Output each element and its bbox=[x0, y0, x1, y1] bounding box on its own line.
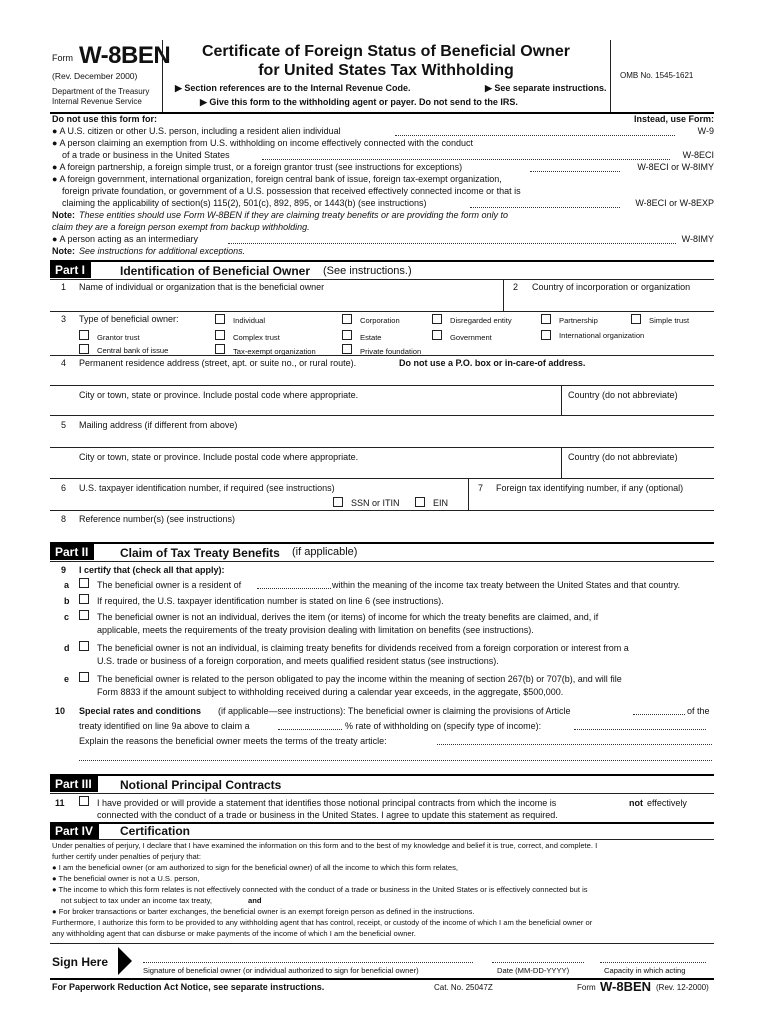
explain-reasons-input[interactable] bbox=[437, 744, 712, 745]
line9c-letter: c bbox=[64, 612, 70, 622]
type-central-bank: Central bank of issue bbox=[97, 346, 169, 355]
line9e-text1: The beneficial owner is related to the person obligated to pay the income within the meaning of section 267(b) or 707(b), and will file bbox=[97, 674, 622, 684]
type-complex-trust: Complex trust bbox=[233, 333, 280, 342]
checkbox-9b[interactable] bbox=[79, 594, 89, 604]
checkbox-11[interactable] bbox=[79, 796, 89, 806]
income-type-input[interactable] bbox=[574, 729, 706, 730]
type-disregarded-entity: Disregarded entity bbox=[450, 316, 512, 325]
city-label: City or town, state or province. Include postal code where appropriate. bbox=[79, 390, 359, 400]
line10-number: 10 bbox=[55, 706, 66, 716]
cert-para1-line2: further certify under penalties of perjury that: bbox=[52, 852, 201, 861]
country-label: Country (do not abbreviate) bbox=[568, 390, 678, 400]
instruction-line1: ▶ Section references are to the Internal Revenue Code. bbox=[175, 83, 411, 93]
line11-not: not bbox=[629, 798, 643, 808]
line11-text1-end: effectively bbox=[647, 798, 687, 808]
line11-text2: connected with the conduct of a trade or business in the United States. I agree to update this statement as required. bbox=[97, 810, 558, 820]
mailing-city-input[interactable] bbox=[78, 464, 558, 477]
note1-line1: These entities should use Form W-8BEN if they are claiming treaty benefits or are providing the form only to bbox=[79, 210, 509, 220]
cert-para2-line2: any withholding agent that can disburse or make payments of the income of which I am the beneficial owner. bbox=[52, 929, 416, 938]
do-not-use-heading: Do not use this form for: bbox=[52, 114, 157, 124]
intro-row-4: ● A foreign partnership, a foreign simple trust, or a foreign grantor trust (see instructions for exceptions) bbox=[52, 162, 463, 172]
line7-number: 7 bbox=[478, 483, 484, 493]
checkbox-individual[interactable] bbox=[215, 314, 225, 324]
line2-label: Country of incorporation or organization bbox=[532, 282, 691, 292]
checkbox-private-foundation[interactable] bbox=[342, 344, 352, 354]
line5-number: 5 bbox=[61, 420, 67, 430]
checkbox-government[interactable] bbox=[432, 330, 442, 340]
mailing-address-input[interactable] bbox=[78, 432, 712, 446]
checkbox-corporation[interactable] bbox=[342, 314, 352, 324]
capacity-field[interactable] bbox=[600, 962, 706, 963]
footer-revision: (Rev. 12-2000) bbox=[656, 983, 709, 992]
country2-label: Country (do not abbreviate) bbox=[568, 452, 678, 462]
line10-bold: Special rates and conditions bbox=[79, 706, 202, 716]
intro-row-1-form: W-9 bbox=[697, 126, 714, 136]
type-partnership: Partnership bbox=[559, 316, 598, 325]
line9e-text2: Form 8833 if the amount subject to withholding received during a calendar year exceeds, in the aggregate, $500,000. bbox=[97, 687, 564, 697]
line9b-letter: b bbox=[64, 596, 70, 606]
checkbox-simple-trust[interactable] bbox=[631, 314, 641, 324]
checkbox-9e[interactable] bbox=[79, 672, 89, 682]
part3-title: Notional Principal Contracts bbox=[120, 778, 282, 792]
footer-form-word: Form bbox=[577, 983, 596, 992]
city2-label: City or town, state or province. Include postal code where appropriate. bbox=[79, 452, 359, 462]
checkbox-complex-trust[interactable] bbox=[215, 330, 225, 340]
part1-label: Part I bbox=[50, 262, 91, 278]
line10-text1-end: of the bbox=[687, 706, 710, 716]
capacity-label: Capacity in which acting bbox=[604, 966, 686, 975]
instruction-line1b: ▶ See separate instructions. bbox=[485, 83, 607, 93]
paperwork-notice: For Paperwork Reduction Act Notice, see separate instructions. bbox=[52, 982, 325, 992]
date-field[interactable] bbox=[492, 962, 584, 963]
checkbox-central-bank[interactable] bbox=[79, 344, 89, 354]
rate-input[interactable] bbox=[278, 729, 342, 730]
checkbox-9a[interactable] bbox=[79, 578, 89, 588]
line8-number: 8 bbox=[61, 514, 67, 524]
type-individual: Individual bbox=[233, 316, 266, 325]
line9a-text1: The beneficial owner is a resident of bbox=[97, 580, 242, 590]
dept-line1: Department of the Treasury bbox=[52, 87, 150, 96]
part1-title: Identification of Beneficial Owner bbox=[120, 264, 311, 278]
line9c-text2: applicable, meets the requirements of the treaty provision dealing with limitation on benefits (see instructions). bbox=[97, 625, 534, 635]
ein-label: EIN bbox=[433, 498, 449, 508]
checkbox-disregarded-entity[interactable] bbox=[432, 314, 442, 324]
sign-here-label: Sign Here bbox=[52, 955, 109, 969]
type-simple-trust: Simple trust bbox=[649, 316, 690, 325]
checkbox-9d[interactable] bbox=[79, 641, 89, 651]
intro-row-7: claiming the applicability of section(s) 115(2), 501(c), 892, 895, or 1443(b) (see instructions) bbox=[62, 198, 427, 208]
intro-row-3-form: W-8ECI bbox=[682, 150, 714, 160]
type-estate: Estate bbox=[360, 333, 382, 342]
form-number: W-8BEN bbox=[79, 42, 171, 69]
line11-number: 11 bbox=[55, 798, 65, 808]
type-private-foundation: Private foundation bbox=[360, 347, 422, 356]
part4-label: Part IV bbox=[50, 823, 99, 839]
checkbox-ssn-itin[interactable] bbox=[333, 497, 343, 507]
type-grantor-trust: Grantor trust bbox=[97, 333, 140, 342]
line10-text2b: % rate of withholding on (specify type of income): bbox=[345, 721, 542, 731]
checkbox-tax-exempt-organization[interactable] bbox=[215, 344, 225, 354]
mailing-country-input[interactable] bbox=[564, 464, 712, 477]
foreign-tin-input[interactable] bbox=[472, 495, 712, 509]
line4-label: Permanent residence address (street, apt. or suite no., or rural route). bbox=[79, 358, 357, 368]
revision-date: (Rev. December 2000) bbox=[52, 71, 138, 81]
line3-label: Type of beneficial owner: bbox=[79, 314, 179, 324]
instead-use-heading: Instead, use Form: bbox=[633, 114, 714, 124]
note1-label: Note: bbox=[52, 210, 75, 220]
part2-label: Part II bbox=[50, 544, 94, 560]
footer-form-number: W-8BEN bbox=[600, 979, 652, 994]
country-input[interactable] bbox=[564, 401, 712, 414]
checkbox-ein[interactable] bbox=[415, 497, 425, 507]
cert-bullet3b: not subject to tax under an income tax treaty, bbox=[61, 896, 212, 905]
dept-line2: Internal Revenue Service bbox=[52, 97, 142, 106]
omb-number: OMB No. 1545-1621 bbox=[620, 71, 694, 80]
intro-row-7-form: W-8ECI or W-8EXP bbox=[635, 198, 714, 208]
line2-number: 2 bbox=[513, 282, 519, 292]
line5-label: Mailing address (if different from above) bbox=[79, 420, 238, 430]
part3-label: Part III bbox=[50, 776, 98, 792]
line1-number: 1 bbox=[61, 282, 67, 292]
checkbox-grantor-trust[interactable] bbox=[79, 330, 89, 340]
name-input[interactable] bbox=[78, 294, 498, 310]
intro-row-6: foreign private foundation, or government of a U.S. possession that received effectively connected income or that is bbox=[62, 186, 521, 196]
permanent-address-input[interactable] bbox=[78, 370, 712, 384]
country-of-incorporation-input[interactable] bbox=[506, 294, 712, 310]
type-international-organization: International organization bbox=[559, 331, 645, 340]
cert-para2-line1: Furthermore, I authorize this form to be provided to any withholding agent that has control, receipt, or custody of the income of which I am the beneficial owner or bbox=[52, 918, 593, 927]
type-tax-exempt-organization: Tax-exempt organization bbox=[233, 347, 316, 356]
part2-title: Claim of Tax Treaty Benefits bbox=[120, 546, 280, 560]
line10-text2a: treaty identified on line 9a above to claim a bbox=[79, 721, 250, 731]
line4-number: 4 bbox=[61, 358, 67, 368]
line9a-letter: a bbox=[64, 580, 70, 590]
signature-label: Signature of beneficial owner (or individual authorized to sign for beneficial owner) bbox=[143, 966, 419, 975]
line9a-text2: within the meaning of the income tax treaty between the United States and that country. bbox=[332, 580, 681, 590]
city-input[interactable] bbox=[78, 401, 558, 414]
line9d-text2: U.S. trade or business of a foreign corporation, and meets qualified resident status (see instructions). bbox=[97, 656, 499, 666]
signature-field[interactable] bbox=[143, 962, 473, 963]
intro-row-5: ● A foreign government, international organization, foreign central bank of issue, foreign tax-exempt organization, bbox=[52, 174, 502, 184]
line6-number: 6 bbox=[61, 483, 67, 493]
line1-label: Name of individual or organization that is the beneficial owner bbox=[79, 282, 325, 292]
reference-number-input[interactable] bbox=[78, 525, 712, 539]
checkbox-partnership[interactable] bbox=[541, 314, 551, 324]
line9b-text: If required, the U.S. taxpayer identification number is stated on line 6 (see instructions). bbox=[97, 596, 444, 606]
cert-bullet1: ● I am the beneficial owner (or am authorized to sign for the beneficial owner) of all the income to which this form relates, bbox=[52, 863, 458, 872]
line3-number: 3 bbox=[61, 314, 67, 324]
intro-row-1: ● A U.S. citizen or other U.S. person, including a resident alien individual bbox=[52, 126, 341, 136]
line9d-letter: d bbox=[64, 643, 70, 653]
checkbox-9c[interactable] bbox=[79, 610, 89, 620]
intro-row-3: of a trade or business in the United States bbox=[62, 150, 230, 160]
line9e-letter: e bbox=[64, 674, 70, 684]
cert-para1-line1: Under penalties of perjury, I declare that I have examined the information on this form and to the best of my knowledge and belief it is true, correct, and complete. I bbox=[52, 841, 598, 850]
instruction-line2: ▶ Give this form to the withholding agent or payer. Do not send to the IRS. bbox=[200, 97, 518, 107]
sign-arrow-icon bbox=[118, 947, 132, 975]
intermediary-row: ● A person acting as an intermediary bbox=[52, 234, 199, 244]
cert-bullet4: ● For broker transactions or barter exchanges, the beneficial owner is an exempt foreign person as defined in the instructions. bbox=[52, 907, 475, 916]
cert-bullet3-and: and bbox=[248, 896, 262, 905]
ssn-itin-label: SSN or ITIN bbox=[351, 498, 400, 508]
type-government: Government bbox=[450, 333, 492, 342]
checkbox-international-organization[interactable] bbox=[541, 330, 551, 340]
form-title-line1: Certificate of Foreign Status of Beneficial Owner bbox=[201, 43, 571, 60]
line6-label: U.S. taxpayer identification number, if required (see instructions) bbox=[79, 483, 335, 493]
line9c-text1: The beneficial owner is not an individual, derives the item (or items) of income for which the treaty benefits are claimed, and, if bbox=[97, 612, 599, 622]
date-label: Date (MM-DD-YYYY) bbox=[497, 966, 570, 975]
cert-bullet3a: ● The income to which this form relates is not effectively connected with the conduct of a trade or business in the United States or is effectively connected but is bbox=[52, 885, 588, 894]
note2-text: See instructions for additional exceptions. bbox=[79, 246, 246, 256]
line8-label: Reference number(s) (see instructions) bbox=[79, 514, 236, 524]
type-corporation: Corporation bbox=[360, 316, 400, 325]
form-word: Form bbox=[52, 53, 73, 63]
intro-row-2: ● A person claiming an exemption from U.S. withholding on income effectively connected with the conduct bbox=[52, 138, 474, 148]
part1-title-note: (See instructions.) bbox=[323, 265, 412, 277]
line10-text1: (if applicable—see instructions): The beneficial owner is claiming the provisions of Article bbox=[218, 706, 571, 716]
line9-label: I certify that (check all that apply): bbox=[79, 565, 225, 575]
line7-label: Foreign tax identifying number, if any (optional) bbox=[496, 483, 684, 493]
line9d-text1: The beneficial owner is not an individual, is claiming treaty benefits for dividends received from a foreign corporation or interest from a bbox=[97, 643, 629, 653]
line9-number: 9 bbox=[61, 565, 67, 575]
checkbox-estate[interactable] bbox=[342, 330, 352, 340]
part4-title: Certification bbox=[120, 824, 191, 838]
form-title-line2: for United States Tax Withholding bbox=[258, 62, 514, 79]
line10-text3: Explain the reasons the beneficial owner meets the terms of the treaty article: bbox=[79, 736, 387, 746]
line4-bold-note: Do not use a P.O. box or in-care-of address. bbox=[399, 358, 586, 368]
article-input[interactable] bbox=[633, 714, 685, 715]
cert-bullet2: ● The beneficial owner is not a U.S. person, bbox=[52, 874, 200, 883]
note1-line2: claim they are a foreign person exempt from backup withholding. bbox=[52, 222, 310, 232]
line11-text1: I have provided or will provide a statement that identifies those notional principal contracts from which the income is bbox=[97, 798, 557, 808]
intro-row-4-form: W-8ECI or W-8IMY bbox=[637, 162, 714, 172]
treaty-country-input[interactable] bbox=[257, 588, 331, 589]
note2-label: Note: bbox=[52, 246, 75, 256]
part2-title-note: (if applicable) bbox=[292, 546, 358, 558]
explain-reasons-line2[interactable] bbox=[79, 760, 712, 761]
intermediary-form: W-8IMY bbox=[681, 234, 714, 244]
catalog-number: Cat. No. 25047Z bbox=[434, 983, 493, 992]
